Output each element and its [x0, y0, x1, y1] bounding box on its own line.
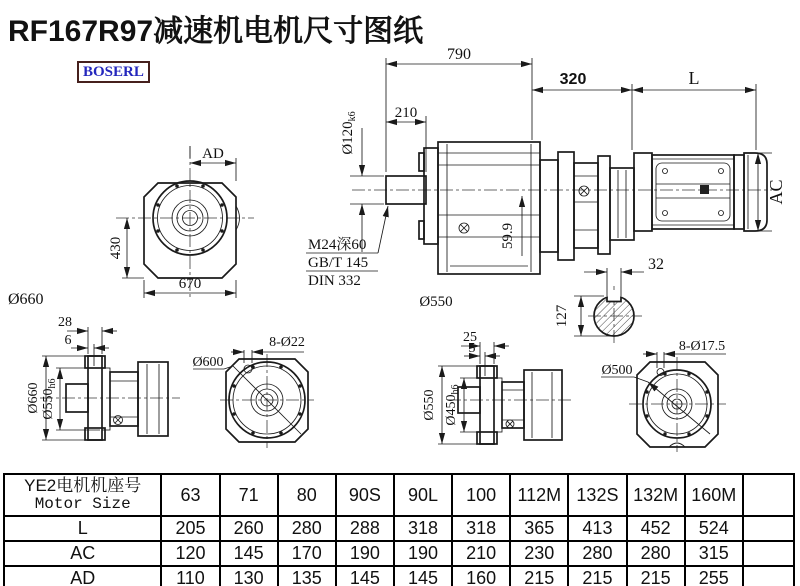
value-cell: 365: [510, 516, 568, 541]
dim-320: 320: [559, 71, 587, 88]
plug-symbol-4: [506, 420, 514, 428]
size-header-cell: 132M: [627, 474, 685, 516]
size-table-body: [4, 474, 794, 586]
label-tap-hole: M24深60: [308, 237, 367, 253]
dim-d550-mid: Ø550: [422, 389, 437, 421]
motor: [634, 153, 767, 231]
label-gbt145: GB/T 145: [308, 255, 369, 271]
size-header-cell: 71: [220, 474, 278, 516]
dim-25: 25: [463, 330, 477, 345]
value-cell: 280: [278, 516, 336, 541]
label-holes-17-5: 8-Ø17.5: [678, 339, 726, 354]
empty-cell: [743, 541, 794, 566]
value-cell: 135: [278, 566, 336, 586]
shaft-section-view: [554, 256, 664, 346]
value-cell: 190: [336, 541, 394, 566]
value-cell: 145: [220, 541, 278, 566]
dim-28: 28: [58, 315, 72, 330]
nameplate: [700, 185, 709, 194]
dim-d450h6: $Ø450_{h6}$: [444, 384, 461, 426]
header-en: Motor Size: [34, 495, 131, 513]
gearbox-body: [438, 142, 540, 274]
flange-500-view: [601, 339, 726, 452]
table-row: [4, 516, 794, 541]
table-row: [4, 541, 794, 566]
table-header-row: [4, 474, 794, 516]
value-cell: 210: [452, 541, 510, 566]
size-header-cell: 112M: [510, 474, 568, 516]
value-cell: 110: [161, 566, 219, 586]
value-cell: 205: [161, 516, 219, 541]
size-header-cell: 160M: [685, 474, 743, 516]
dim-430: 430: [108, 236, 124, 260]
table-row: [4, 566, 794, 586]
row-label-cell: AC: [4, 541, 161, 566]
value-cell: 413: [568, 516, 626, 541]
value-cell: 230: [510, 541, 568, 566]
label-din332: DIN 332: [308, 273, 361, 289]
label-d550: Ø550: [419, 294, 453, 310]
header-cn: YE2电机机座号: [24, 476, 142, 495]
assembly-view: [306, 46, 786, 310]
table-corner-cell: [4, 474, 161, 516]
dim-d550h6: $Ø550_{h6}$: [41, 378, 58, 420]
value-cell: 190: [394, 541, 452, 566]
value-cell: 280: [568, 541, 626, 566]
boserl-logo-text: BOSERL: [83, 64, 144, 80]
size-header-cell: 100: [452, 474, 510, 516]
value-cell: 215: [568, 566, 626, 586]
value-cell: 170: [278, 541, 336, 566]
dim-6: 6: [64, 333, 72, 348]
value-cell: 452: [627, 516, 685, 541]
empty-cell: [743, 516, 794, 541]
value-cell: 215: [510, 566, 568, 586]
dim-5: 5: [468, 341, 476, 356]
fan-cowl: [744, 153, 767, 231]
size-header-cell: 63: [161, 474, 219, 516]
value-cell: 255: [685, 566, 743, 586]
value-cell: 318: [394, 516, 452, 541]
size-header-cell: 90S: [336, 474, 394, 516]
value-cell: 524: [685, 516, 743, 541]
dim-59-9: 59.9: [500, 222, 516, 250]
dim-d660: Ø660: [26, 382, 41, 414]
dim-210: 210: [394, 105, 418, 121]
value-cell: 130: [220, 566, 278, 586]
row-label-cell: L: [4, 516, 161, 541]
plug-symbol-2: [579, 186, 589, 196]
label-d660-margin: Ø660: [8, 291, 44, 308]
empty-cell: [743, 566, 794, 586]
value-cell: 280: [627, 541, 685, 566]
label-bc-500: Ø500: [601, 363, 633, 378]
dim-L: L: [688, 68, 700, 88]
value-cell: 145: [336, 566, 394, 586]
value-cell: 145: [394, 566, 452, 586]
value-cell: 260: [220, 516, 278, 541]
value-cell: 288: [336, 516, 394, 541]
flange-600-view: [192, 335, 314, 448]
value-cell: 160: [452, 566, 510, 586]
value-cell: 120: [161, 541, 219, 566]
empty-cell: [743, 474, 794, 516]
dim-shaft-diameter: $Ø120_{k6}$: [340, 111, 358, 155]
value-cell: 215: [627, 566, 685, 586]
dim-ad: AD: [202, 146, 224, 162]
value-cell: 318: [452, 516, 510, 541]
dim-AC: AC: [766, 179, 786, 205]
label-holes-22: 8-Ø22: [269, 335, 305, 350]
row-label-cell: AD: [4, 566, 161, 586]
plug-symbol: [459, 223, 469, 233]
mid-side-view: [422, 330, 574, 444]
dim-key-32: 32: [648, 256, 664, 273]
dim-127: 127: [554, 304, 570, 328]
output-side-view: [26, 315, 180, 440]
motor-size-table: [3, 473, 795, 586]
value-cell: 315: [685, 541, 743, 566]
dim-790: 790: [447, 46, 471, 63]
dim-670: 670: [178, 276, 202, 292]
label-bc-600: Ø600: [192, 355, 224, 370]
front-view: [8, 146, 254, 308]
size-header-cell: 132S: [568, 474, 626, 516]
page-title: RF167R97减速机电机尺寸图纸: [8, 15, 424, 48]
size-header-cell: 80: [278, 474, 336, 516]
size-header-cell: 90L: [394, 474, 452, 516]
